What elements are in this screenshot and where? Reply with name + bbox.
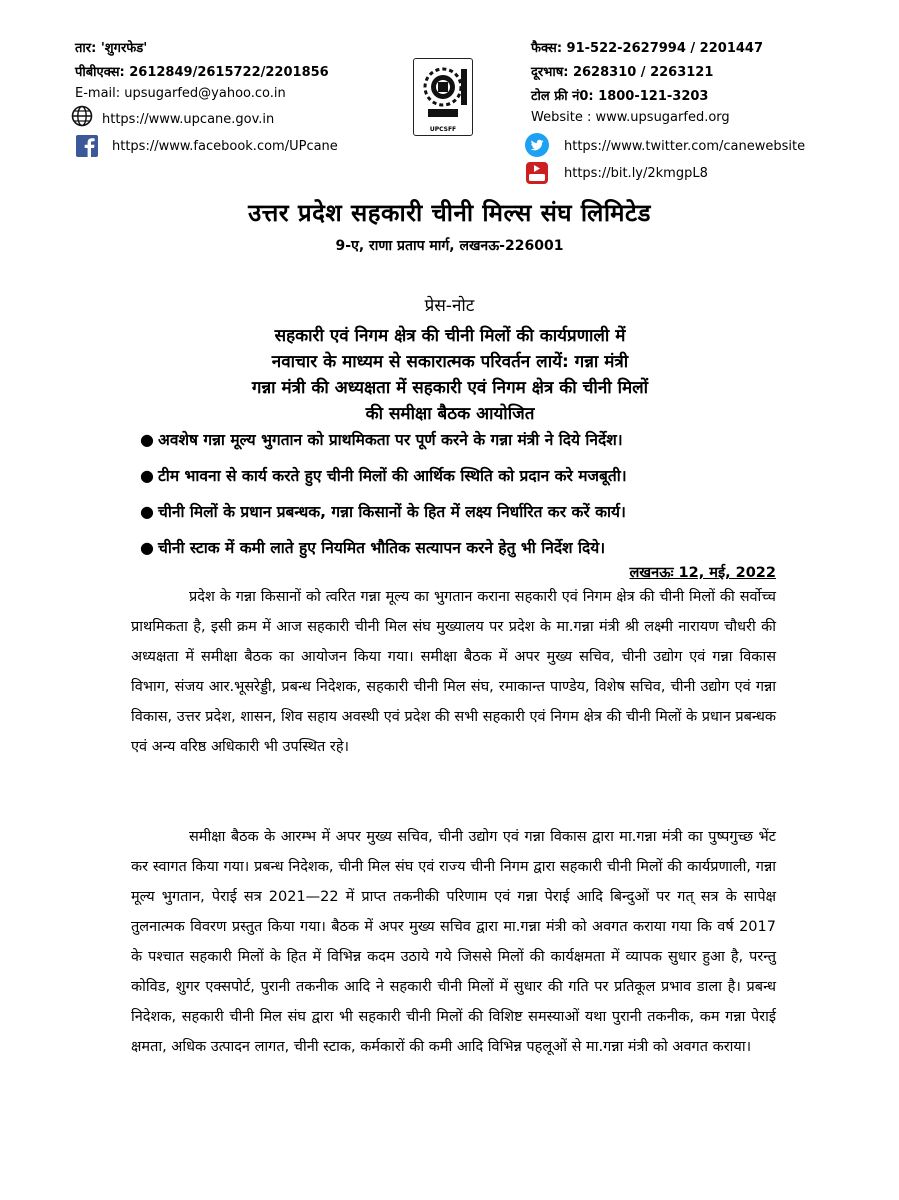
body-paragraph-2: समीक्षा बैठक के आरम्भ में अपर मुख्य सचिव, चीनी उद्योग एवं गन्ना विकास द्वारा मा.गन्ना मंत्री का पुष्पगुच्छ भेंट कर स्वागत किया गया। प्रबन्ध निदेशक, चीनी मिल संघ एवं राज्य चीनी निगम द्वारा सहकारी चीनी मिलों की कार्यप्रणाली, गन्ना मूल्य भुगतान, पेराई सत्र 2021—22 में प्राप्त तकनीकी परिणाम एवं गन्ना पेराई आदि बिन्दुओं पर गत् सत्र के सापेक्ष तुलनात्मक विवरण प्रस्तुत किया गया। बैठक में अपर मुख्य सचिव द्वारा मा.गन्ना मंत्री को अवगत कराया गया कि वर्ष 2017 के पश्चात सहकारी मिलों के हित में विभिन्न कदम उठाये गये जिससे मिलों की कार्यक्षमता में व्यापक सुधार हुआ है, परन्तु कोविड, शुगर एक्सपोर्ट, पुरानी तकनीक आदि ने सहकारी चीनी मिलों में सुधार की गति पर प्रतिकूल प्रभाव डाला है। प्रबन्ध निदेशक, सहकारी चीनी मिल संघ द्वारा भी सहकारी चीनी मिलों की विशिष्ट समस्याओं यथा पुरानी तकनीक, कम गन्ना पेराई क्षमता, अधिक उत्पादन लागत, चीनी स्टाक, कर्मकारों की कमी आदि विभिन्न पहलूओं से मा.गन्ना मंत्री को अवगत कराया। (131, 829, 776, 1055)
organisation-address: 9-ए, राणा प्रताप मार्ग, लखनऊ-226001 (335, 238, 564, 254)
press-note-label: प्रेस-नोट (424, 296, 475, 316)
headline-line-2: नवाचार के माध्यम से सकारात्मक परिवर्तन लायें: गन्ना मंत्री (271, 352, 629, 372)
facebook-icon (76, 135, 98, 157)
facebook-link[interactable]: https://www.facebook.com/UPcane (112, 139, 338, 154)
twitter-link[interactable]: https://www.twitter.com/canewebsite (564, 139, 806, 154)
headline-line-1: सहकारी एवं निगम क्षेत्र की चीनी मिलों की कार्यप्रणाली में (274, 326, 626, 346)
email-link[interactable]: E-mail: upsugarfed@yahoo.co.in (75, 86, 286, 101)
body-paragraph-1: प्रदेश के गन्ना किसानों को त्वरित गन्ना मूल्य का भुगतान कराना सहकारी एवं निगम क्षेत्र की चीनी मिलों की सर्वोच्च प्राथमिकता है, इसी क्रम में आज सहकारी चीनी मिल संघ मुख्यालय पर प्रदेश के मा.गन्ना मंत्री श्री लक्ष्मी नारायण चौधरी की अध्यक्षता में समीक्षा बैठक का आयोजन किया गया। समीक्षा बैठक में अपर मुख्य सचिव, चीनी उद्योग एवं गन्ना विकास विभाग, संजय आर.भूसरेड्डी, प्रबन्ध निदेशक, सहकारी चीनी मिल संघ, रमाकान्त पाण्डेय, विशेष सचिव, चीनी उद्योग एवं गन्ना विकास, उत्तर प्रदेश, शासन, शिव सहाय अवस्थी एवं प्रदेश की सभी सहकारी एवं निगम क्षेत्र की चीनी मिलों के प्रधान प्रबन्धक एवं अन्य वरिष्ठ अधिकारी भी उपस्थित रहे। (131, 589, 776, 755)
organisation-title: उत्तर प्रदेश सहकारी चीनी मिल्स संघ लिमिटेड (248, 199, 651, 227)
fax-numbers: फैक्स: 91-522-2627994 / 2201447 (531, 41, 763, 56)
youtube-icon (525, 161, 549, 185)
bullet-icon: ● (140, 538, 154, 557)
telegram-address: तार: 'शुगरफेड' (75, 41, 148, 56)
bullet-icon: ● (140, 430, 154, 449)
headline-line-3: गन्ना मंत्री की अध्यक्षता में सहकारी एवं निगम क्षेत्र की चीनी मिलों (251, 378, 649, 398)
key-point (140, 464, 820, 500)
twitter-icon (525, 133, 549, 157)
key-point (140, 428, 820, 464)
phone-numbers: दूरभाष: 2628310 / 2263121 (531, 65, 714, 80)
pbx-numbers: पीबीएक्स: 2612849/2615722/2201856 (75, 65, 329, 80)
website-link[interactable]: Website : www.upsugarfed.org (531, 110, 730, 125)
key-point-text: अवशेष गन्ना मूल्य भुगतान को प्राथमिकता पर पूर्ण करने के गन्ना मंत्री ने दिये निर्देश। (158, 431, 623, 449)
key-point-text: टीम भावना से कार्य करते हुए चीनी मिलों की आर्थिक स्थिति को प्रदान करे मजबूती। (158, 467, 627, 485)
tollfree-number: टोल फ्री नं0: 1800-121-3203 (531, 89, 709, 104)
key-point-text: चीनी स्टाक में कमी लाते हुए नियमित भौतिक सत्यापन करने हेतु भी निर्देश दिये। (158, 539, 606, 557)
bullet-icon: ● (140, 502, 154, 521)
headline-line-4: की समीक्षा बैठक आयोजित (365, 404, 535, 424)
logo-label: UPCSFF (429, 126, 457, 133)
youtube-link[interactable]: https://bit.ly/2kmgpL8 (564, 166, 708, 181)
dateline: लखनऊः 12, मई, 2022 (629, 565, 776, 581)
key-point (140, 500, 820, 536)
bullet-icon: ● (140, 466, 154, 485)
globe-icon (71, 105, 93, 127)
key-points-list (140, 428, 820, 572)
upcsff-logo (413, 58, 473, 136)
key-point-text: चीनी मिलों के प्रधान प्रबन्धक, गन्ना किसानों के हित में लक्ष्य निर्धारित कर करें कार्य। (158, 503, 626, 521)
upcane-website-link[interactable]: https://www.upcane.gov.in (102, 112, 275, 127)
